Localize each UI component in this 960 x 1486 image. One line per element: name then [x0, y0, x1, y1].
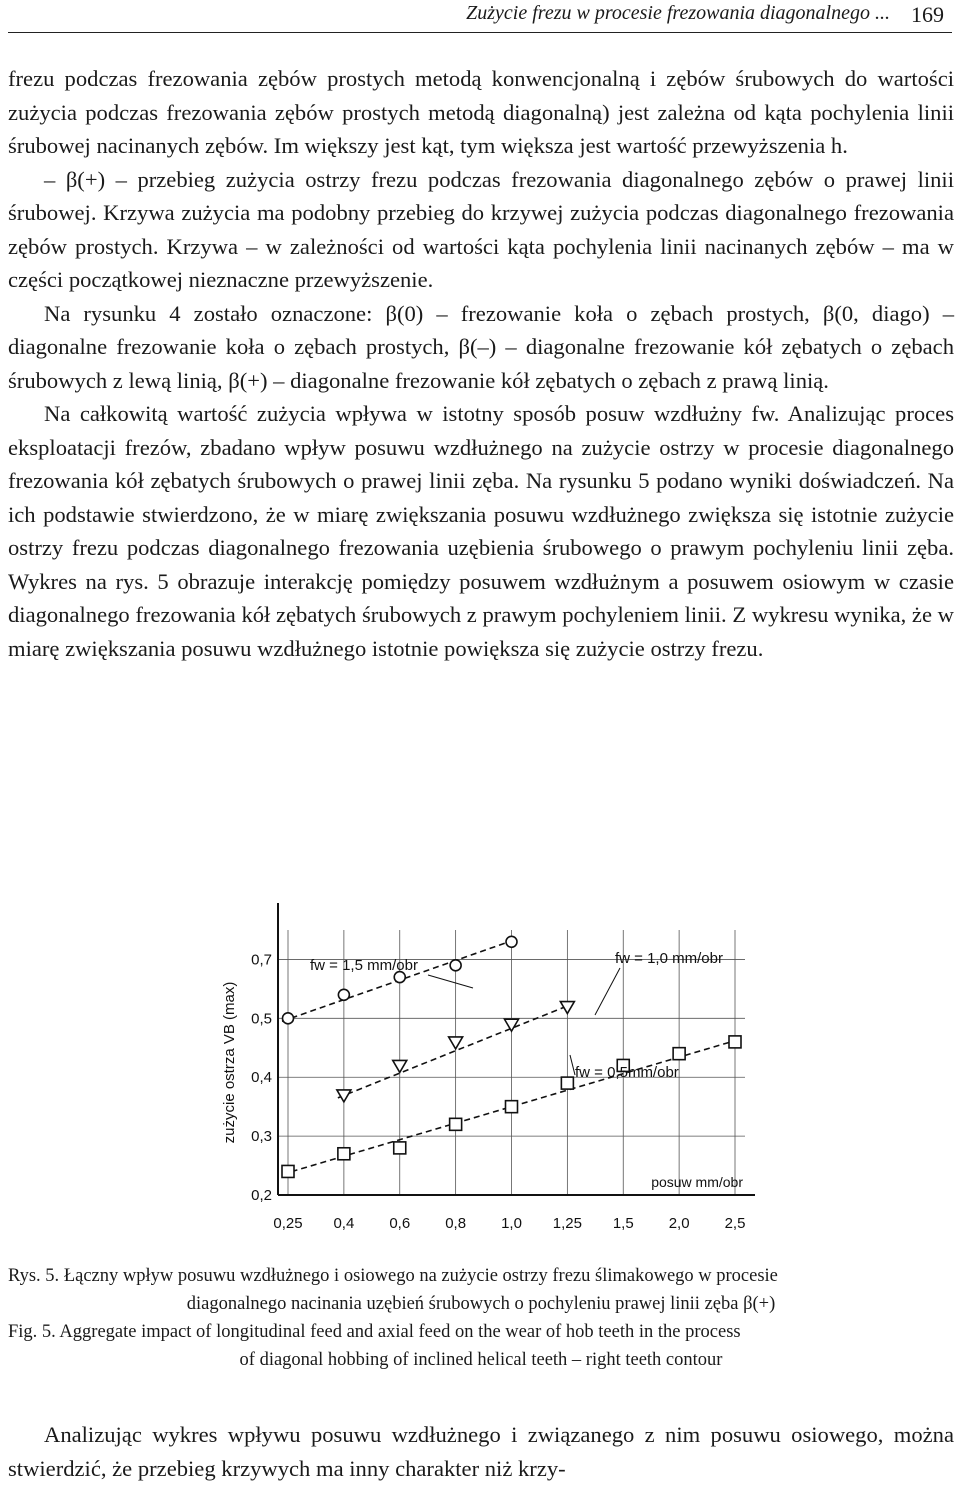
series-label: fw = 0,5mm/obr: [575, 1064, 679, 1081]
data-point-square: [506, 1101, 518, 1113]
paragraph-continuation: frezu podczas frezowania zębów prostych metodą konwencjonalną i zębów śrubowych do wartości zużycia podczas frezowania zębów prostych metodą diagonalną) jest zależna od kąta pochylenia linii śrubowej nacinanych zębów. Im większy jest kąt, tym większa jest wartość przewyższenia h.: [8, 66, 954, 158]
series-label-leader: [428, 975, 473, 988]
series-label-leader: [595, 968, 620, 1015]
x-tick-label: 2,0: [668, 1215, 690, 1232]
data-point-circle: [450, 960, 461, 971]
series-label: fw = 1,0 mm/obr: [615, 950, 723, 967]
running-title: Zużycie frezu w procesie frezowania diagonalnego ...: [466, 2, 890, 24]
data-point-triangle: [449, 1037, 463, 1049]
running-header: [8, 2, 952, 32]
y-tick-label: 0,4: [251, 1069, 272, 1087]
x-tick-label: 1,5: [612, 1215, 634, 1232]
data-point-square: [338, 1148, 350, 1160]
x-tick-label: 1,0: [501, 1215, 522, 1232]
x-tick-label: 0,6: [389, 1215, 411, 1232]
caption-en-line1: [8, 1318, 954, 1346]
data-point-circle: [506, 936, 517, 947]
body-text: [8, 62, 954, 665]
data-point-square: [282, 1165, 294, 1177]
paragraph-beta-plus: – β(+) – przebieg zużycia ostrzy frezu podczas frezowania diagonalnego zębów o prawej linii śrubowej. Krzywa zużycia ma podobny przebieg do krzywej zużycia podczas diagonalnego frezowania zębów prostych. Krzywa – w zależności od wartości kąta pochylenia linii nacinanych zębów – ma w części początkowej nieznaczne przewyższenie.: [8, 166, 954, 292]
header-rule: [8, 32, 952, 33]
y-tick-label: 0,3: [251, 1128, 272, 1146]
caption-pl-prefix: Rys. 5.: [8, 1266, 60, 1286]
y-tick-label: 0,2: [251, 1187, 272, 1204]
data-point-square: [729, 1036, 741, 1048]
figure-5-chart: [200, 895, 760, 1243]
chart-labels: [221, 950, 745, 1232]
data-point-square: [394, 1142, 406, 1154]
paragraph-closing: Analizując wykres wpływu posuwu wzdłużnego i związanego z nim posuwu osiowego, można stwierdzić, że przebieg krzywych ma inny charakter niż krzy-: [8, 1422, 954, 1481]
x-tick-label: 0,4: [333, 1215, 355, 1232]
caption-en-text1: Aggregate impact of longitudinal feed and axial feed on the wear of hob teeth in the process: [59, 1322, 741, 1342]
closing-text: [8, 1418, 954, 1486]
y-tick-label: 0,5: [251, 1010, 272, 1028]
x-axis-title: posuw mm/obr: [651, 1174, 743, 1190]
data-point-circle: [338, 989, 349, 1000]
x-tick-label: 2,5: [724, 1215, 746, 1232]
data-point-circle: [283, 1013, 294, 1024]
data-point-square: [673, 1048, 685, 1060]
caption-pl-text1: Łączny wpływ posuwu wzdłużnego i osiowego na zużycie ostrzy frezu ślimakowego w procesie: [63, 1266, 778, 1286]
chart-svg: [200, 895, 760, 1243]
paragraph-figure4-legend: Na rysunku 4 zostało oznaczone: β(0) – frezowanie koła o zębach prostych, β(0, diago) – diagonalne frezowanie koła o zębach prostych, β(–) – diagonalne frezowanie kół zębatych o zębach śrubowych z lewą linią, β(+) – diagonalne frezowanie kół zębatych o zębach z prawą linią.: [8, 300, 954, 393]
caption-pl-line2: diagonalnego nacinania uzębień śrubowych o pochyleniu prawej linii zęba β(+): [186, 1294, 776, 1314]
data-point-square: [561, 1077, 573, 1089]
caption-en-line2: of diagonal hobbing of inclined helical teeth – right teeth contour: [239, 1350, 723, 1370]
figure-caption: [8, 1262, 954, 1374]
y-tick-label: 0,7: [251, 951, 272, 969]
data-point-triangle: [337, 1090, 351, 1102]
series-label: fw = 1,5 mm/obr: [310, 957, 418, 974]
caption-en-prefix: Fig. 5.: [8, 1322, 56, 1342]
page-number: 169: [911, 2, 944, 27]
data-point-triangle: [505, 1019, 519, 1031]
data-point-square: [450, 1118, 462, 1130]
caption-pl-line1: [8, 1262, 954, 1290]
x-tick-label: 0,8: [445, 1215, 467, 1232]
x-tick-label: 1,25: [552, 1215, 582, 1232]
paragraph-feed-influence: Na całkowitą wartość zużycia wpływa w istotny sposób posuw wzdłużny fw. Analizując proces eksploatacji frezów, zbadano wpływ posuwu wzdłużnego na zużycie ostrzy w procesie diagonalnego frezowania kół zębatych śrubowych o prawej linii zęba. Na rysunku 5 podano wyniki doświadczeń. Na ich podstawie stwierdzono, że w miarę zwiększania posuwu wzdłużnego zwiększa się istotnie zużycie ostrzy frezu podczas diagonalnego frezowania uzębienia śrubowego o prawym pochyleniu linii zęba. Wykres na rys. 5 obrazuje interakcję pomiędzy posuwem wzdłużnym a posuwem osiowym w czasie diagonalnego frezowania kół zębatych śrubowych z prawym pochyleniem linii. Z wykresu wynika, że w miarę zwiększania posuwu wzdłużnego istotnie powiększa się zużycie ostrzy frezu.: [8, 401, 954, 661]
y-axis-title: zużycie ostrza VB (max): [221, 981, 238, 1144]
x-tick-label: 0,25: [273, 1215, 303, 1232]
